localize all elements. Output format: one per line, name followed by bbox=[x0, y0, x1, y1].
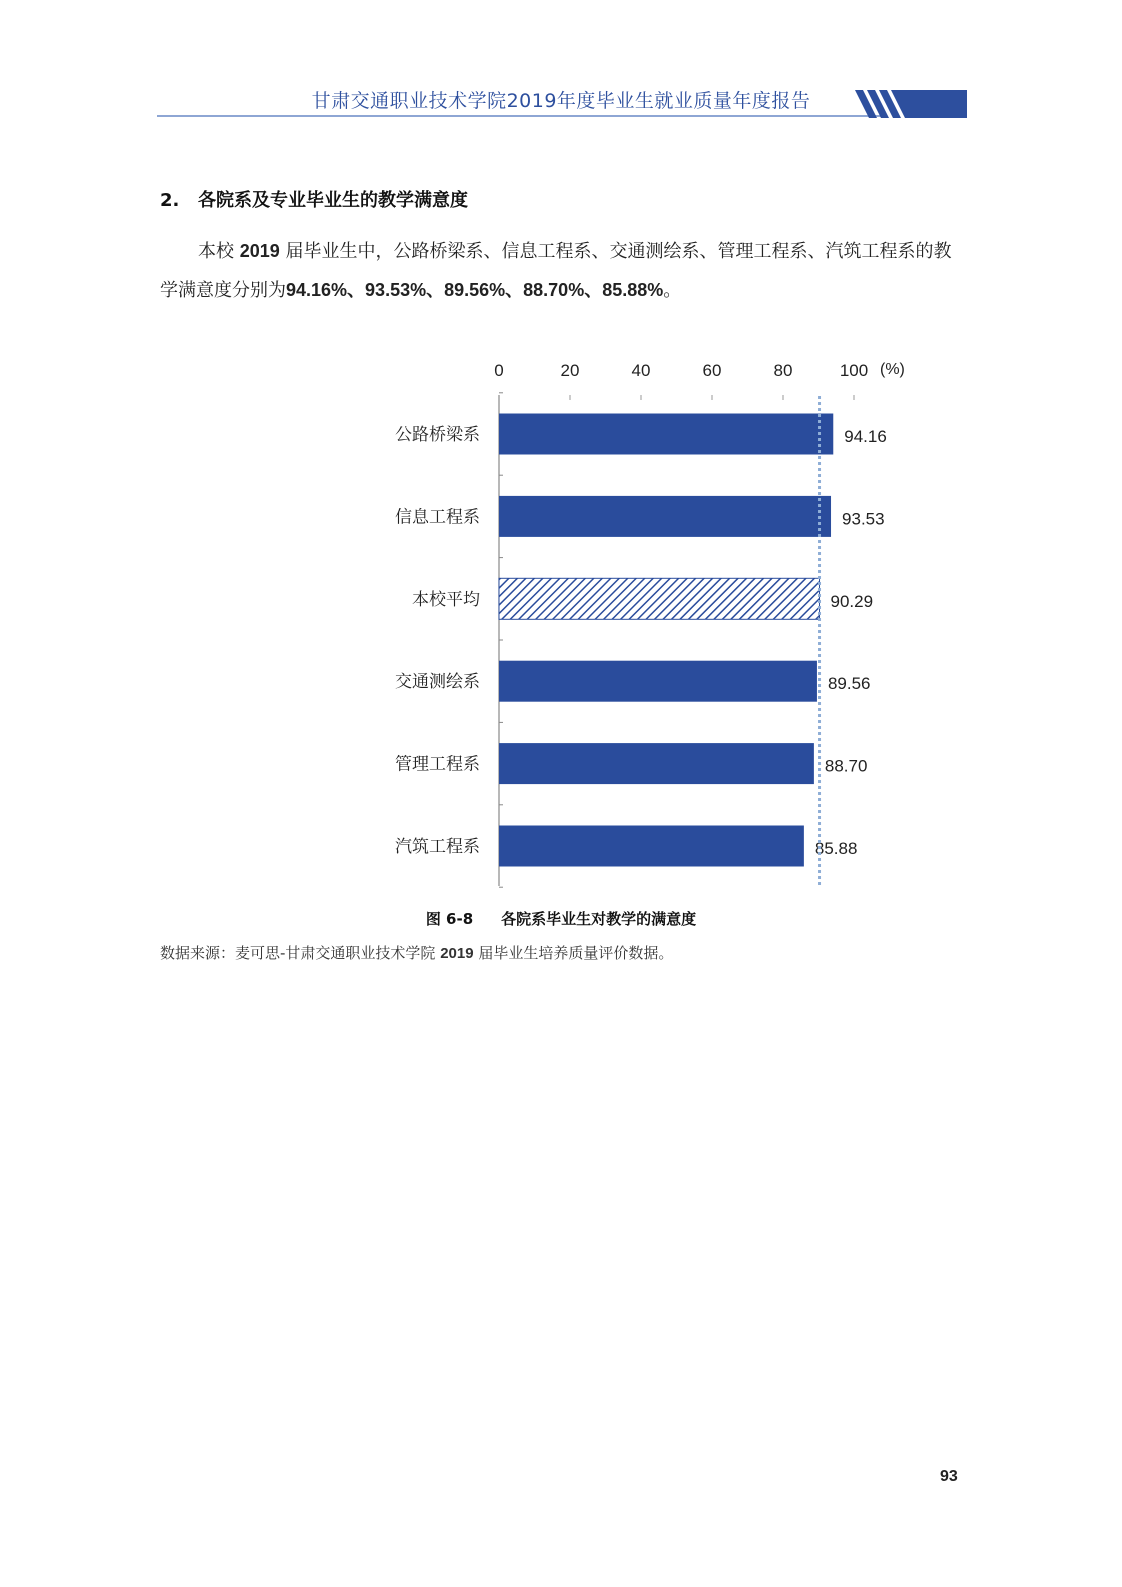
category-label: 管理工程系 bbox=[395, 754, 480, 775]
section-number: 2. bbox=[160, 190, 180, 211]
value-label: 90.29 bbox=[830, 591, 874, 611]
page-number: 93 bbox=[940, 1468, 958, 1485]
source-year: 2019 bbox=[440, 945, 474, 962]
figure-caption bbox=[0, 908, 1122, 929]
data-source-note bbox=[160, 942, 673, 963]
figure-caption-text: 各院系毕业生对教学的满意度 bbox=[501, 910, 697, 928]
paragraph-text-1: 本校 bbox=[198, 241, 240, 262]
paragraph-values: 94.16%、93.53%、89.56%、88.70%、85.88% bbox=[286, 280, 664, 300]
value-label: 94.16 bbox=[844, 427, 887, 446]
bar bbox=[499, 743, 814, 784]
bar bbox=[499, 496, 831, 537]
category-label: 信息工程系 bbox=[395, 507, 480, 528]
source-text-1: 数据来源：麦可思-甘肃交通职业技术学院 bbox=[160, 944, 441, 962]
paragraph-text-2: 届毕业生中，公路桥梁系、信息工程系、交通测绘系、管理工程系、汽筑工程系的教学满意度分别为 bbox=[160, 241, 952, 301]
axis-unit-label: (%) bbox=[880, 361, 905, 378]
category-label: 本校平均 bbox=[412, 589, 480, 610]
paragraph-end: 。 bbox=[663, 280, 682, 301]
x-tick-label: 60 bbox=[702, 361, 722, 380]
bar bbox=[499, 826, 804, 867]
header-title: 甘肃交通职业技术学院2019年度毕业生就业质量年度报告 bbox=[311, 90, 811, 112]
bar bbox=[499, 414, 833, 455]
bar bbox=[499, 661, 817, 702]
value-label: 89.56 bbox=[827, 674, 871, 694]
value-label: 88.70 bbox=[824, 756, 868, 776]
x-tick-label: 0 bbox=[494, 361, 504, 380]
source-text-2: 届毕业生培养质量评价数据。 bbox=[473, 944, 674, 962]
category-label: 公路桥梁系 bbox=[395, 425, 480, 445]
paragraph-year: 2019 bbox=[239, 241, 280, 261]
value-label: 85.88 bbox=[814, 839, 858, 858]
section-title: 各院系及专业毕业生的教学满意度 bbox=[198, 190, 468, 211]
x-tick-label: 20 bbox=[560, 361, 580, 380]
average-bar bbox=[499, 578, 820, 619]
value-label: 93.53 bbox=[842, 509, 885, 529]
category-label: 交通测绘系 bbox=[395, 672, 480, 693]
figure-label: 图 6-8 bbox=[425, 910, 474, 928]
x-tick-label: 80 bbox=[773, 361, 793, 380]
x-tick-label: 100 bbox=[839, 361, 869, 380]
category-label: 汽筑工程系 bbox=[395, 837, 480, 857]
x-tick-label: 40 bbox=[631, 361, 651, 380]
